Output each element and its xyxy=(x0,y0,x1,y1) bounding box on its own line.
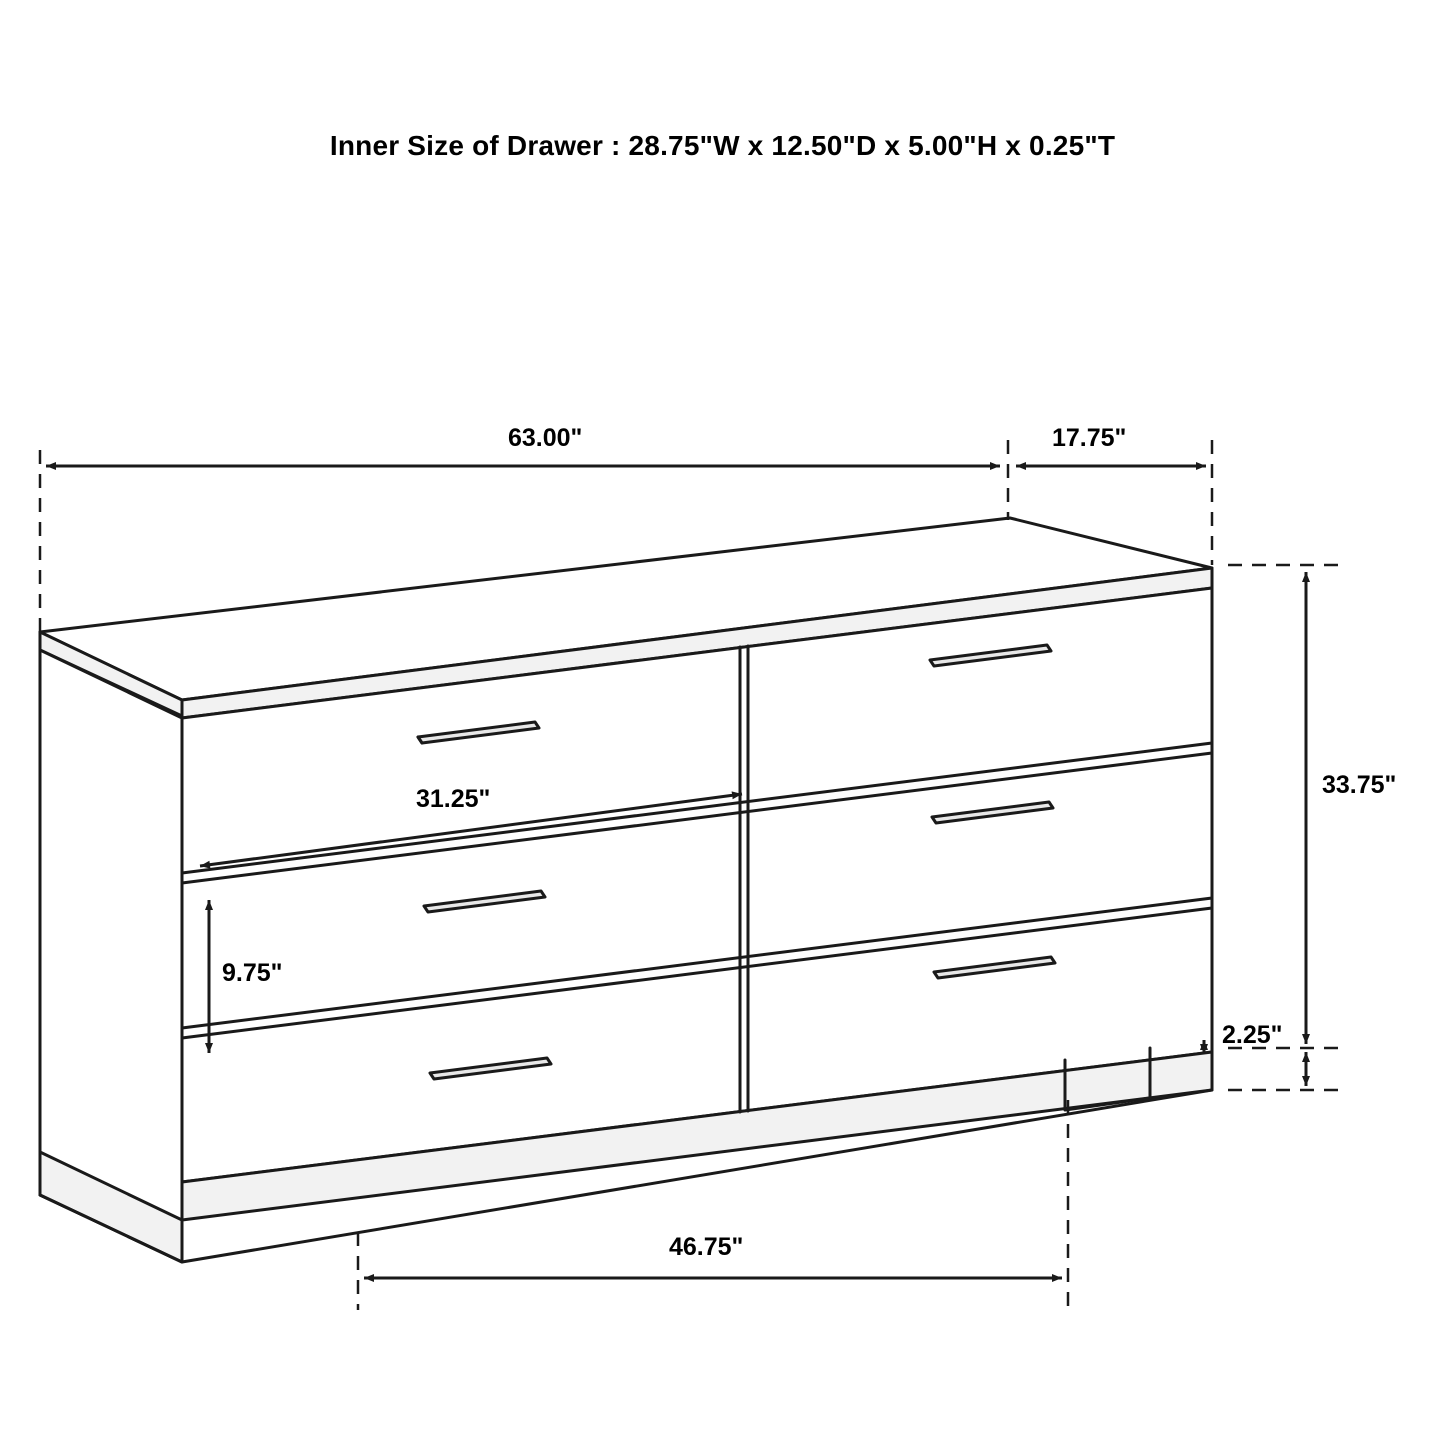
dresser-body xyxy=(40,518,1212,1262)
dim-label-base-width: 46.75" xyxy=(669,1233,744,1261)
page-title: Inner Size of Drawer : 28.75"W x 12.50"D x 5.00"H x 0.25"T xyxy=(329,130,1116,161)
dim-label-plinth: 2.25" xyxy=(1222,1021,1283,1049)
dim-label-height-total: 33.75" xyxy=(1322,771,1397,799)
dim-label-drawer-height: 9.75" xyxy=(222,959,283,987)
dim-label-depth: 17.75" xyxy=(1052,424,1127,452)
dim-label-width-front: 63.00" xyxy=(508,424,583,452)
dim-label-drawer-width: 31.25" xyxy=(416,785,491,813)
